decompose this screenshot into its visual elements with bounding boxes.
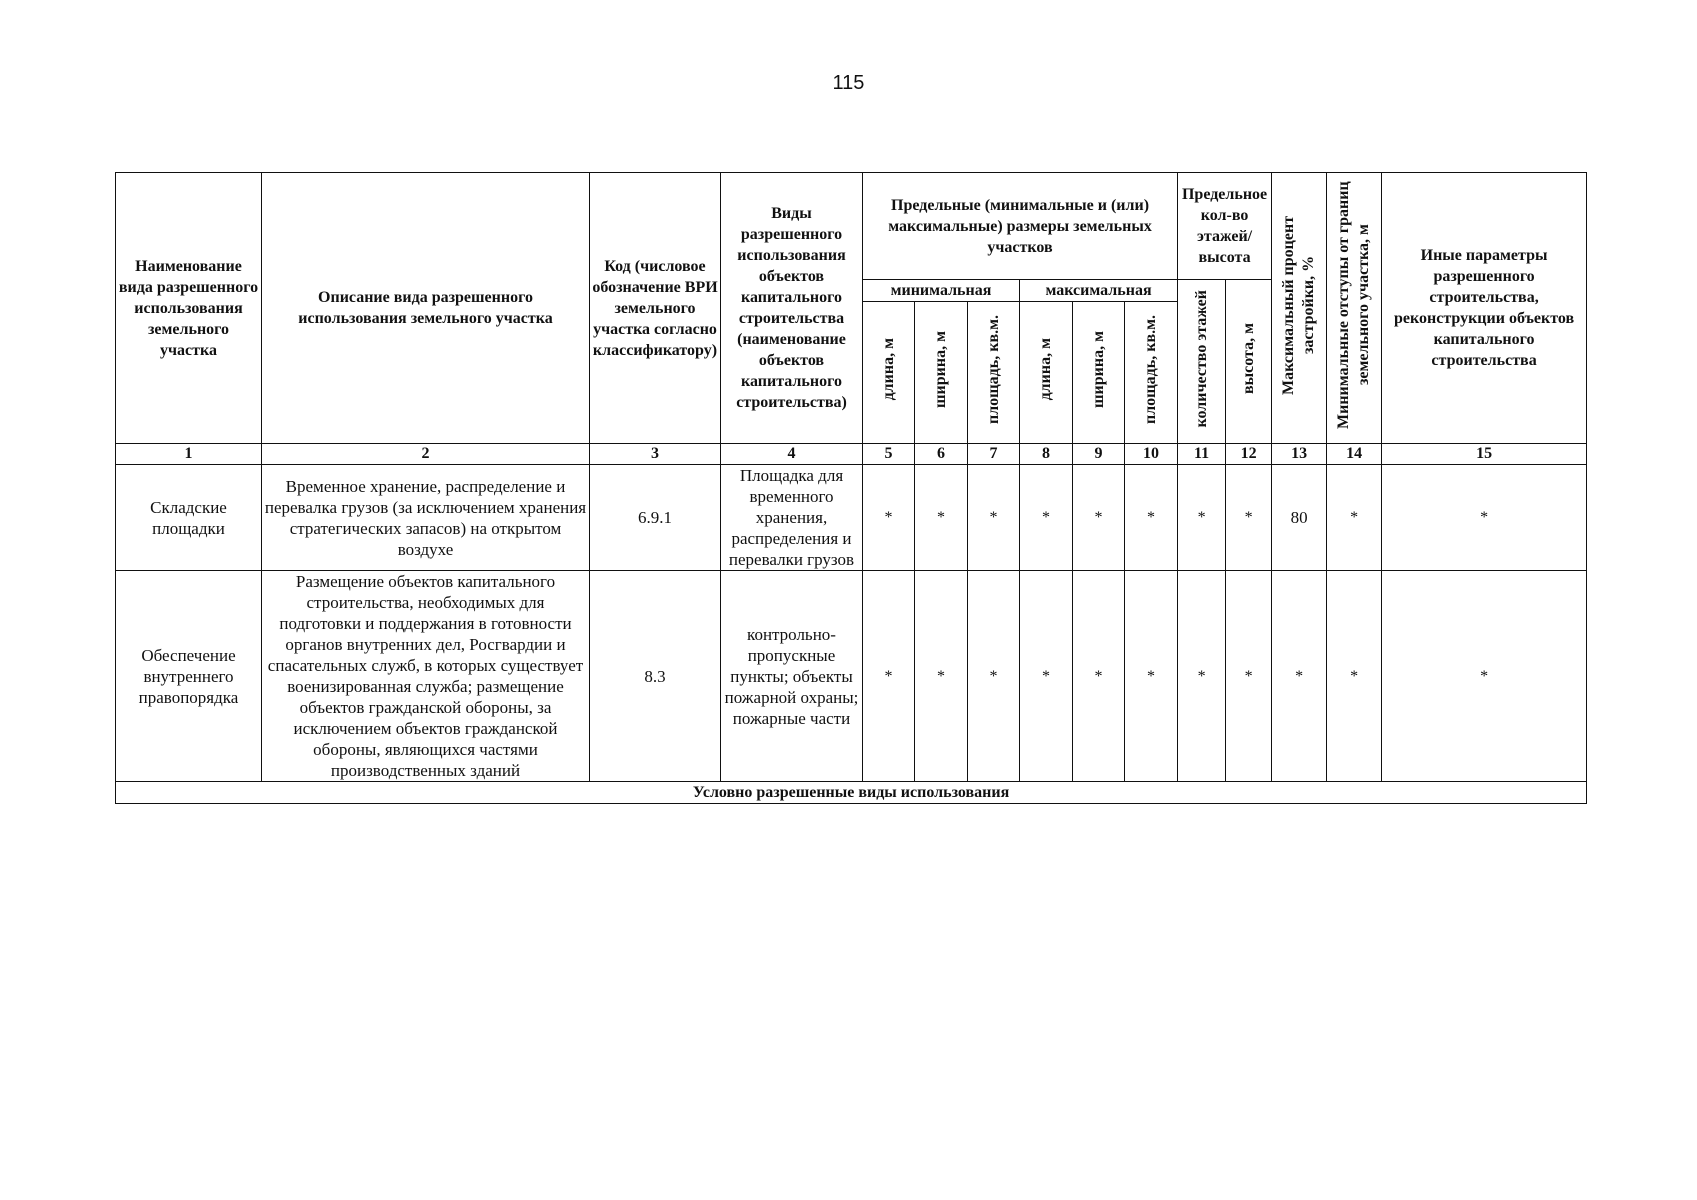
value-cell: * xyxy=(1020,571,1073,782)
value-cell: * xyxy=(1178,465,1226,571)
value-cell: * xyxy=(915,465,968,571)
value-cell: * xyxy=(1382,465,1587,571)
use-name-cell: Обеспечение внутреннего правопорядка xyxy=(116,571,262,782)
header-min-setbacks: Минимальные отступы от границ земельного участка, м xyxy=(1327,173,1382,444)
header-height: высота, м xyxy=(1226,280,1272,444)
value-cell: * xyxy=(1020,465,1073,571)
column-number: 1 xyxy=(116,444,262,465)
header-max-length: длина, м xyxy=(1020,302,1073,444)
column-number: 12 xyxy=(1226,444,1272,465)
column-number: 13 xyxy=(1272,444,1327,465)
value-cell: * xyxy=(863,571,915,782)
value-cell: * xyxy=(1327,465,1382,571)
column-number: 4 xyxy=(721,444,863,465)
column-number: 9 xyxy=(1073,444,1125,465)
header-min-area: площадь, кв.м. xyxy=(968,302,1020,444)
header-other-parameters: Иные параметры разрешенного строительства, реконструкции объектов капитального строительства xyxy=(1382,173,1587,444)
description-cell: Временное хранение, распределение и перевалка грузов (за исключением хранения стратегических запасов) на открытом воздухе xyxy=(262,465,590,571)
value-cell: * xyxy=(1226,571,1272,782)
header-capital-objects: Виды разрешенного использования объектов капитального строительства (наименование объектов капитального строительства) xyxy=(721,173,863,444)
header-plot-size-limits: Предельные (минимальные и (или) максимальные) размеры земельных участков xyxy=(863,173,1178,280)
value-cell: * xyxy=(1178,571,1226,782)
code-cell: 6.9.1 xyxy=(590,465,721,571)
section-heading-conditional-uses: Условно разрешенные виды использования xyxy=(116,782,1587,804)
value-cell: * xyxy=(1272,571,1327,782)
header-max-building-percent: Максимальный процент застройки, % xyxy=(1272,173,1327,444)
value-cell: * xyxy=(1073,571,1125,782)
column-number: 14 xyxy=(1327,444,1382,465)
value-cell: * xyxy=(915,571,968,782)
header-minimum: минимальная xyxy=(863,280,1020,302)
header-max-width: ширина, м xyxy=(1073,302,1125,444)
value-cell: 80 xyxy=(1272,465,1327,571)
value-cell: * xyxy=(968,465,1020,571)
header-max-area: площадь, кв.м. xyxy=(1125,302,1178,444)
value-cell: * xyxy=(1226,465,1272,571)
value-cell: * xyxy=(863,465,915,571)
value-cell: * xyxy=(1327,571,1382,782)
capital-objects-cell: Площадка для временного хранения, распределения и перевалки грузов xyxy=(721,465,863,571)
value-cell: * xyxy=(1382,571,1587,782)
table-row xyxy=(116,465,1587,571)
column-number-row xyxy=(116,444,1587,465)
header-floors-height-limits: Предельное кол-во этажей/ высота xyxy=(1178,173,1272,280)
column-number: 3 xyxy=(590,444,721,465)
page-number: 115 xyxy=(832,72,865,94)
value-cell: * xyxy=(1125,465,1178,571)
header-description: Описание вида разрешенного использования земельного участка xyxy=(262,173,590,444)
land-use-table xyxy=(115,172,1587,804)
description-cell: Размещение объектов капитального строительства, необходимых для подготовки и поддержания в готовности органов внутренних дел, Росгвардии и спасательных служб, в которых существует военизированная служба; размещение объектов гражданской обороны, за исключением объектов гражданской обороны, являющихся частями производственных зданий xyxy=(262,571,590,782)
header-min-length: длина, м xyxy=(863,302,915,444)
header-code: Код (числовое обозначение ВРИ земельного участка согласно классификатору) xyxy=(590,173,721,444)
use-name-cell: Складские площадки xyxy=(116,465,262,571)
header-floor-count: количество этажей xyxy=(1178,280,1226,444)
header-use-name: Наименование вида разрешенного использования земельного участка xyxy=(116,173,262,444)
column-number: 8 xyxy=(1020,444,1073,465)
header-maximum: максимальная xyxy=(1020,280,1178,302)
value-cell: * xyxy=(1073,465,1125,571)
column-number: 10 xyxy=(1125,444,1178,465)
column-number: 15 xyxy=(1382,444,1587,465)
code-cell: 8.3 xyxy=(590,571,721,782)
header-min-width: ширина, м xyxy=(915,302,968,444)
column-number: 7 xyxy=(968,444,1020,465)
column-number: 2 xyxy=(262,444,590,465)
table-row xyxy=(116,571,1587,782)
column-number: 6 xyxy=(915,444,968,465)
column-number: 11 xyxy=(1178,444,1226,465)
column-number: 5 xyxy=(863,444,915,465)
capital-objects-cell: контрольно-пропускные пункты; объекты пожарной охраны; пожарные части xyxy=(721,571,863,782)
value-cell: * xyxy=(968,571,1020,782)
value-cell: * xyxy=(1125,571,1178,782)
